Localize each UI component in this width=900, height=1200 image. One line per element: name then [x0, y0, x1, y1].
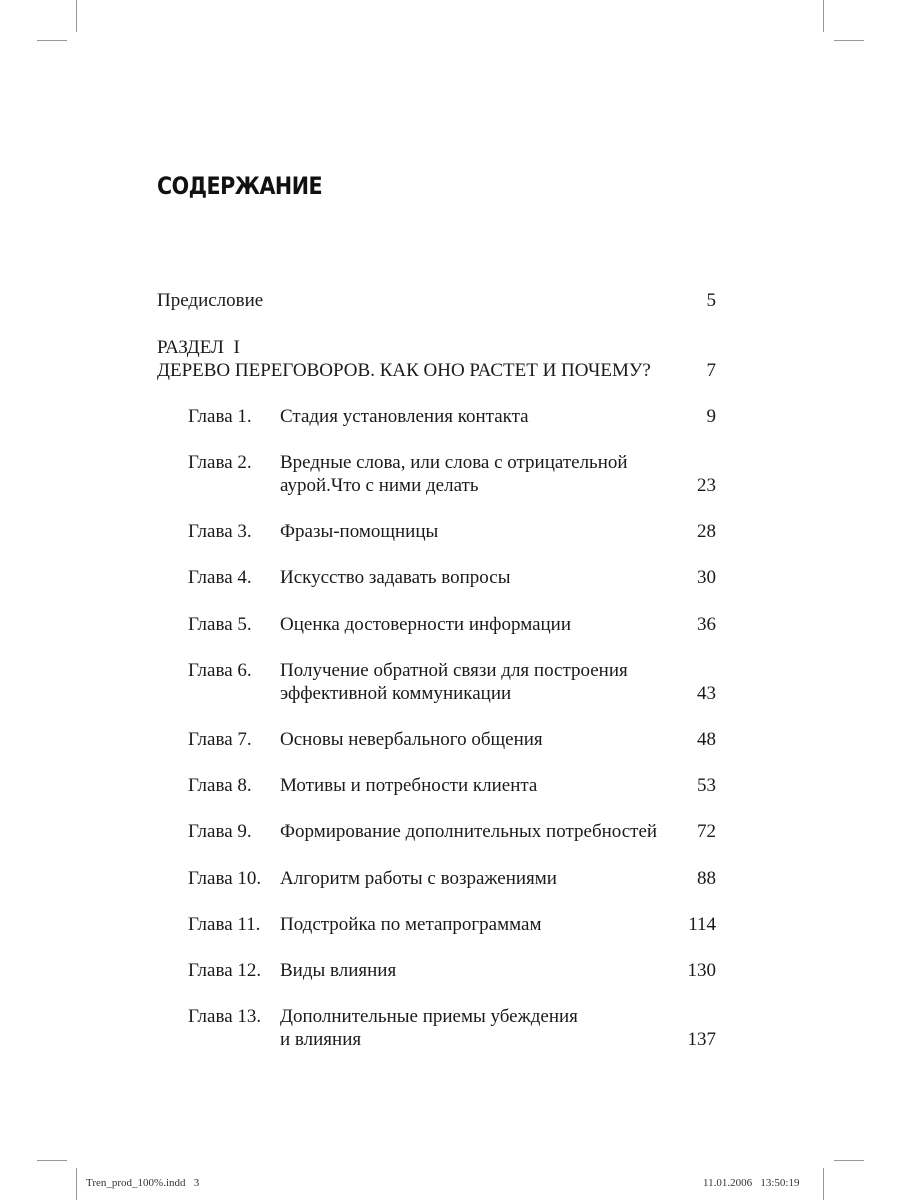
- preface-page: 5: [706, 290, 716, 311]
- chapter-title: Вредные слова, или слова с отрицательной: [280, 452, 628, 473]
- section-heading: РАЗДЕЛ I: [157, 337, 240, 358]
- chapter-title: Стадия установления контакта: [280, 406, 529, 427]
- chapter-page: 48: [697, 729, 716, 750]
- chapter-title: Получение обратной связи для построения: [280, 660, 628, 681]
- crop-mark-top-left: [76, 0, 77, 32]
- chapter-page: 30: [697, 567, 716, 588]
- chapter-title: Виды влияния: [280, 960, 397, 981]
- chapter-title: Оценка достоверности информации: [280, 614, 572, 635]
- chapter-page: 88: [697, 868, 716, 889]
- chapter-label: Глава 12.: [188, 960, 262, 981]
- chapter-title: Подстройка по метапрограммам: [280, 914, 542, 935]
- chapter-page: 43: [697, 683, 716, 704]
- footer-timestamp: 11.01.2006 13:50:19: [703, 1177, 800, 1189]
- section-title: ДЕРЕВО ПЕРЕГОВОРОВ. КАК ОНО РАСТЕТ И ПОЧЕМУ?: [157, 360, 651, 381]
- chapter-title: аурой.Что с ними делать: [280, 475, 479, 496]
- chapter-page: 114: [688, 914, 716, 935]
- chapter-title: Дополнительные приемы убеждения: [280, 1006, 578, 1027]
- chapter-title: Мотивы и потребности клиента: [280, 775, 538, 796]
- section-page: 7: [706, 360, 716, 381]
- chapter-label: Глава 7.: [188, 729, 252, 750]
- chapter-page: 72: [697, 821, 716, 842]
- chapter-label: Глава 13.: [188, 1006, 262, 1027]
- crop-mark-top-right: [823, 0, 824, 32]
- chapter-title: Основы невербального общения: [280, 729, 543, 750]
- crop-mark-left-bottom: [37, 1160, 67, 1161]
- chapter-label: Глава 5.: [188, 614, 252, 635]
- crop-mark-bottom-left: [76, 1168, 77, 1200]
- crop-mark-bottom-right: [823, 1168, 824, 1200]
- chapter-page: 9: [706, 406, 716, 427]
- chapter-label: Глава 4.: [188, 567, 252, 588]
- chapter-title: Формирование дополнительных потребностей: [280, 821, 658, 842]
- chapter-label: Глава 3.: [188, 521, 252, 542]
- chapter-page: 137: [687, 1029, 716, 1050]
- chapter-title: эффективной коммуникации: [280, 683, 512, 704]
- chapter-label: Глава 11.: [188, 914, 261, 935]
- chapter-title: Алгоритм работы с возражениями: [280, 868, 557, 889]
- chapter-page: 36: [697, 614, 716, 635]
- crop-mark-left-top: [37, 40, 67, 41]
- chapter-title: и влияния: [280, 1029, 362, 1050]
- footer-file: Tren_prod_100%.indd 3: [86, 1177, 200, 1189]
- preface-label: Предисловие: [157, 290, 264, 311]
- chapter-label: Глава 9.: [188, 821, 252, 842]
- chapter-page: 28: [697, 521, 716, 542]
- chapter-title: Искусство задавать вопросы: [280, 567, 511, 588]
- chapter-page: 53: [697, 775, 716, 796]
- chapter-label: Глава 8.: [188, 775, 252, 796]
- crop-mark-right-bottom: [834, 1160, 864, 1161]
- chapter-page: 23: [697, 475, 716, 496]
- chapter-label: Глава 10.: [188, 868, 262, 889]
- chapter-label: Глава 1.: [188, 406, 252, 427]
- chapter-page: 130: [687, 960, 716, 981]
- chapter-title: Фразы-помощницы: [280, 521, 439, 542]
- chapter-label: Глава 6.: [188, 660, 252, 681]
- chapter-label: Глава 2.: [188, 452, 252, 473]
- page-title: СОДЕРЖАНИЕ: [157, 172, 323, 200]
- crop-mark-right-top: [834, 40, 864, 41]
